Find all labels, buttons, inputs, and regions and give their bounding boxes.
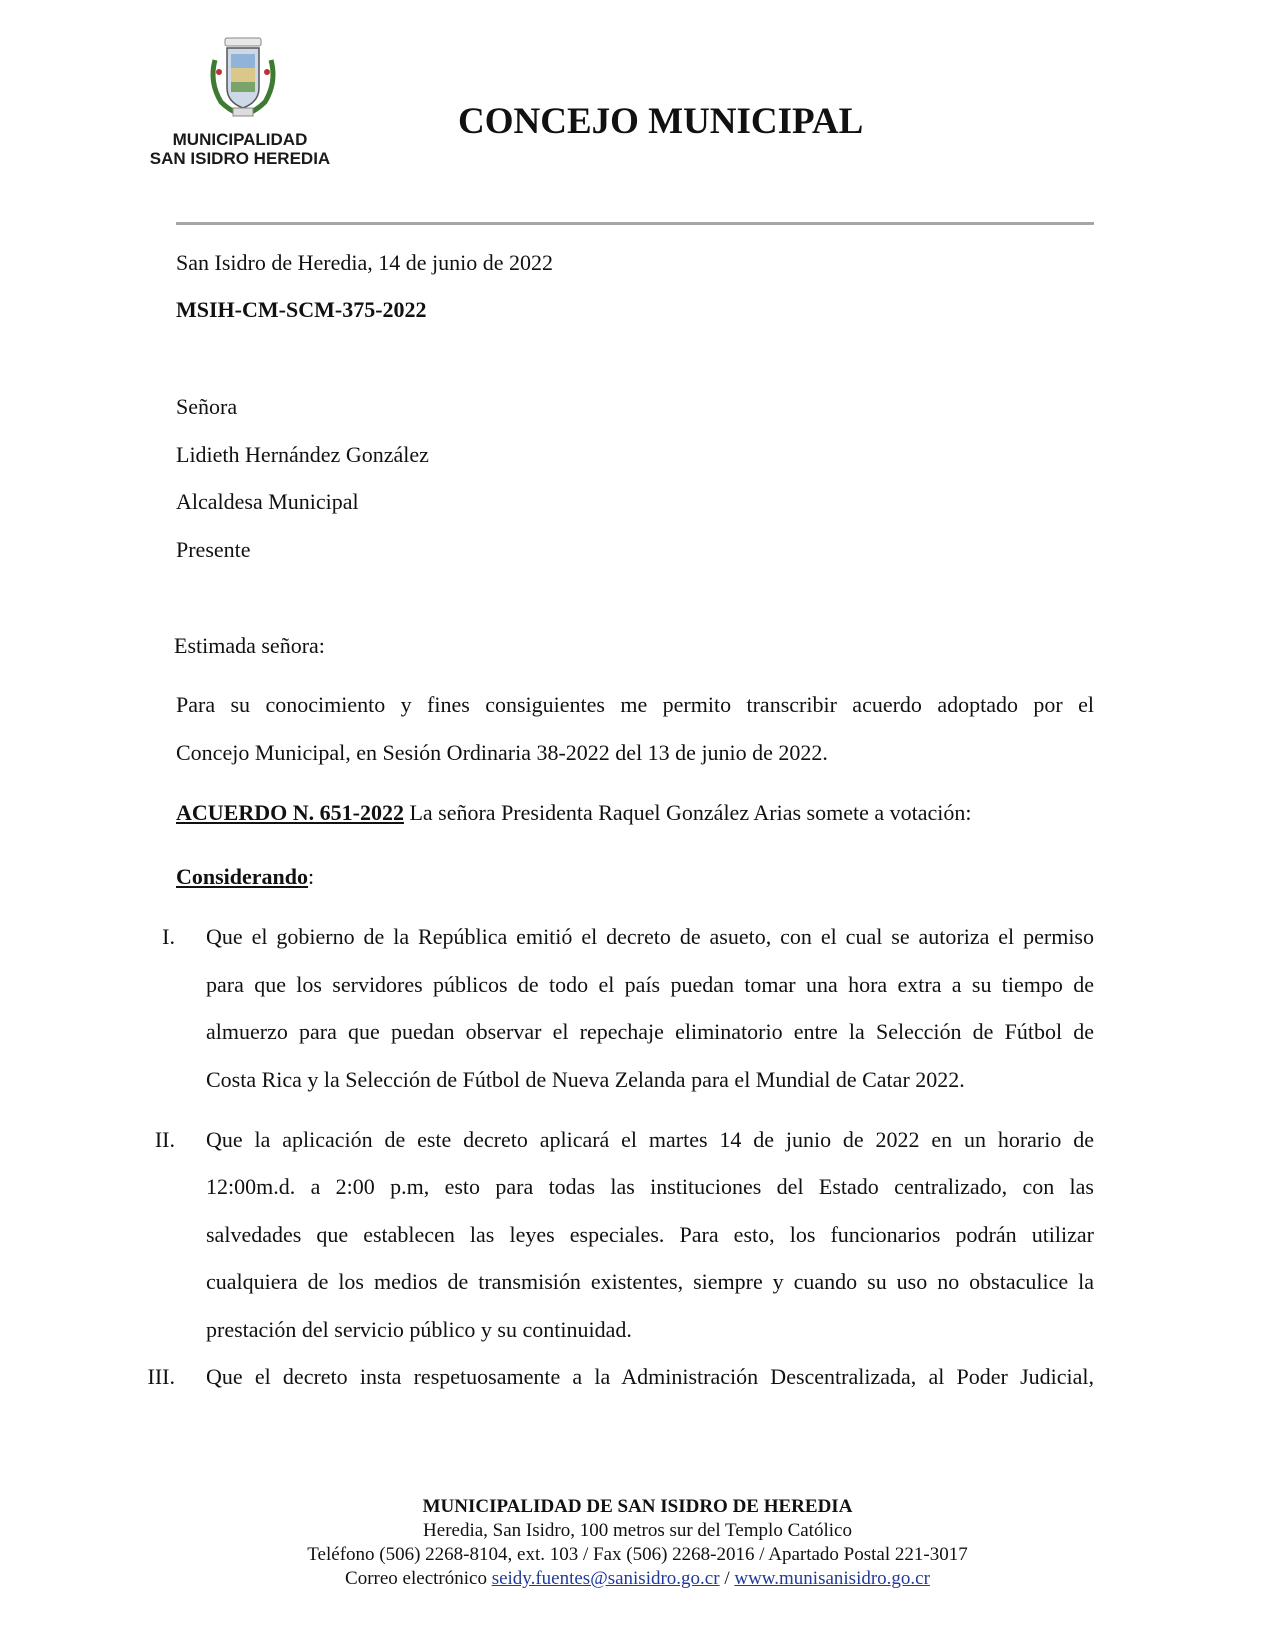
recipient-position: Alcaldesa Municipal bbox=[176, 489, 359, 514]
item-numeral: III. bbox=[147, 1364, 175, 1389]
item-2-line-1: Que la aplicación de este decreto aplicará el martes 14 de junio de 2022 en un horario de bbox=[206, 1127, 1094, 1152]
footer-phones: Teléfono (506) 2268-8104, ext. 103 / Fax (506) 2268-2016 / Apartado Postal 221-3017 bbox=[307, 1544, 968, 1565]
considering-label: Considerando bbox=[176, 864, 309, 889]
agreement-line bbox=[176, 800, 971, 826]
considering-colon: : bbox=[308, 864, 315, 889]
footer-contact bbox=[0, 1567, 1275, 1591]
agreement-label: ACUERDO N. 651-2022 bbox=[176, 800, 404, 825]
item-2-line-5: prestación del servicio público y su continuidad. bbox=[206, 1317, 632, 1342]
item-1-line-2: para que los servidores públicos de todo el país puedan tomar una hora extra a su tiempo de bbox=[206, 972, 1094, 997]
recipient-salutation-title: Señora bbox=[176, 394, 238, 419]
place-date: San Isidro de Heredia, 14 de junio de 2022 bbox=[176, 250, 553, 275]
item-3-line-1: Que el decreto insta respetuosamente a la Administración Descentralizada, al Poder Judicial, bbox=[206, 1364, 1094, 1389]
item-2-line-4: cualquiera de los medios de transmisión existentes, siempre y cuando su uso no obstaculice la bbox=[206, 1269, 1094, 1294]
footer-email-label: Correo electrónico bbox=[345, 1568, 492, 1589]
agreement-text: La señora Presidenta Raquel González Arias somete a votación: bbox=[403, 800, 972, 825]
logo-org-line2: SAN ISIDRO HEREDIA bbox=[149, 149, 331, 168]
item-1-line-1: Que el gobierno de la República emitió el decreto de asueto, con el cual se autoriza el permiso bbox=[206, 924, 1094, 949]
municipal-seal-logo bbox=[205, 36, 281, 120]
item-2-line-3: salvedades que establecen las leyes especiales. Para esto, los funcionarios podrán utilizar bbox=[206, 1222, 1094, 1247]
item-2-line-2: 12:00m.d. a 2:00 p.m, esto para todas las instituciones del Estado centralizado, con las bbox=[206, 1174, 1094, 1199]
item-numeral: II. bbox=[154, 1127, 175, 1152]
intro-line-1: Para su conocimiento y fines consiguientes me permito transcribir acuerdo adoptado por el bbox=[176, 692, 1094, 717]
page-title: CONCEJO MUNICIPAL bbox=[458, 101, 864, 142]
item-1-line-3: almuerzo para que puedan observar el repechaje eliminatorio entre la Selección de Fútbol de bbox=[206, 1019, 1094, 1044]
item-numeral: I. bbox=[162, 924, 175, 949]
recipient-presence: Presente bbox=[176, 537, 251, 562]
footer-website-link[interactable]: www.munisanisidro.go.cr bbox=[734, 1568, 930, 1589]
footer-org-name: MUNICIPALIDAD DE SAN ISIDRO DE HEREDIA bbox=[422, 1496, 853, 1517]
reference-number: MSIH-CM-SCM-375-2022 bbox=[176, 297, 427, 322]
considering-heading bbox=[176, 864, 314, 890]
logo-caption bbox=[115, 130, 365, 168]
page-footer bbox=[0, 1495, 1275, 1591]
intro-line-2: Concejo Municipal, en Sesión Ordinaria 38-2022 del 13 de junio de 2022. bbox=[176, 740, 828, 765]
header-divider bbox=[176, 222, 1094, 225]
recipient-name: Lidieth Hernández González bbox=[176, 442, 429, 467]
greeting: Estimada señora: bbox=[174, 633, 325, 658]
logo-org-line1: MUNICIPALIDAD bbox=[172, 130, 308, 149]
footer-email-link[interactable]: seidy.fuentes@sanisidro.go.cr bbox=[491, 1568, 720, 1589]
footer-separator: / bbox=[719, 1568, 735, 1589]
footer-address: Heredia, San Isidro, 100 metros sur del Templo Católico bbox=[423, 1520, 852, 1541]
item-1-line-4: Costa Rica y la Selección de Fútbol de Nueva Zelanda para el Mundial de Catar 2022. bbox=[206, 1067, 965, 1092]
